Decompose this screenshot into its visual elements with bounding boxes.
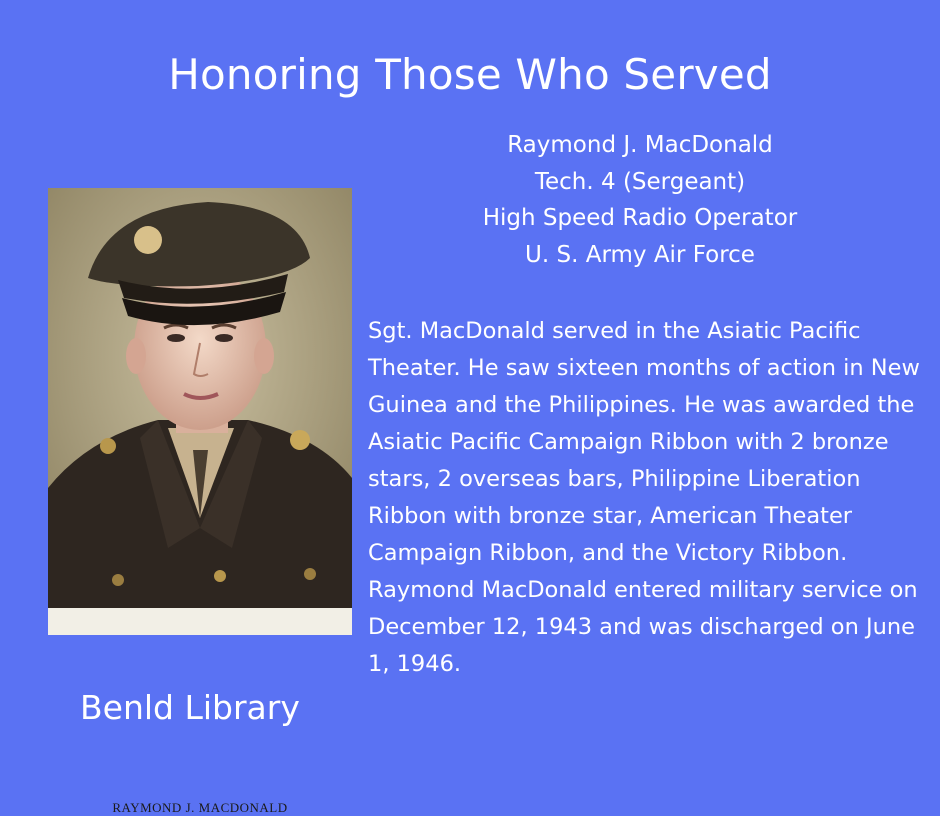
service-info bbox=[380, 127, 900, 273]
portrait-image bbox=[48, 188, 352, 635]
page-title: Honoring Those Who Served bbox=[168, 50, 772, 99]
portrait-caption: RAYMOND J. MACDONALD bbox=[112, 800, 288, 815]
soldier-branch: U. S. Army Air Force bbox=[525, 241, 755, 268]
soldier-role: High Speed Radio Operator bbox=[482, 205, 798, 231]
bio-dates-paragraph: Raymond MacDonald entered military service on December 12, 1943 and was discharged on June 1, 1946. bbox=[368, 577, 918, 677]
soldier-name: Raymond J. MacDonald bbox=[507, 132, 773, 158]
soldier-rank: Tech. 4 (Sergeant) bbox=[534, 168, 746, 195]
library-name: Benld Library bbox=[80, 688, 300, 727]
bio-service-paragraph: Sgt. MacDonald served in the Asiatic Pacific Theater. He saw sixteen months of action in New Guinea and the Philippines. He was awarded the Asiatic Pacific Campaign Ribbon with 2 bronze stars, 2 overseas bars, Philippine Liberation Ribbon with bronze star, American Theater Campaign Ribbon, and the Victory Ribbon. bbox=[368, 318, 920, 566]
biography bbox=[368, 313, 924, 683]
